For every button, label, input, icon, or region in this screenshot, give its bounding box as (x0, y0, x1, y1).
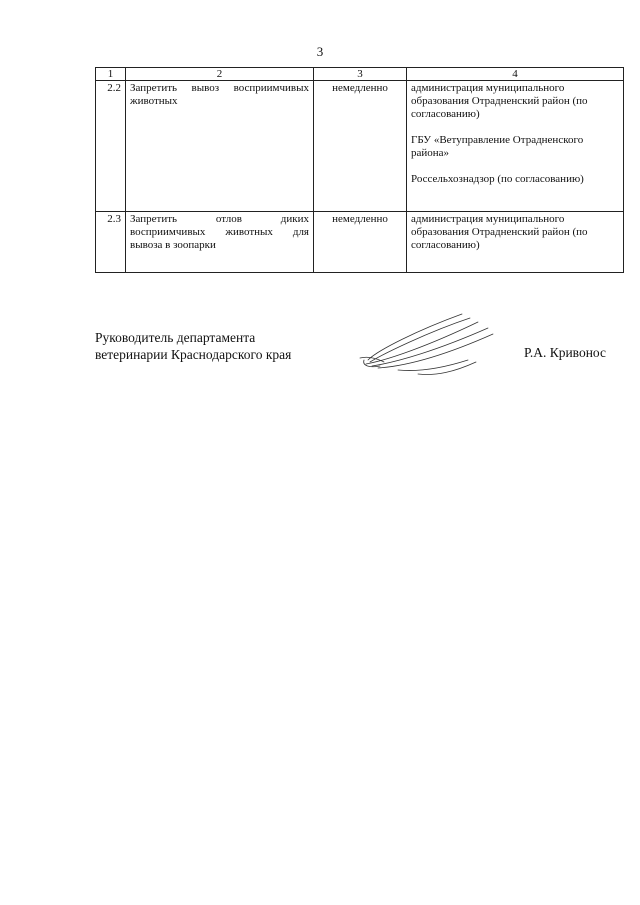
signatory-name: Р.А. Кривонос (524, 345, 607, 360)
row-responsible (407, 212, 624, 273)
header-col-4: 4 (407, 68, 624, 81)
header-col-1: 1 (96, 68, 126, 81)
responsible-org: администрация муниципального образования Отрадненский район (по согласованию) (411, 82, 588, 120)
position-line: Руководитель департамента (95, 330, 256, 345)
header-col-3: 3 (314, 68, 407, 81)
row-measure: Запретить отлов диких восприимчивых животных для вывоза в зоопарки (126, 212, 314, 273)
responsible-org: ГБУ «Ветуправление Отрадненского района» (411, 134, 584, 159)
row-number: 2.3 (96, 212, 126, 273)
responsible-org: Россельхознадзор (по согласованию) (411, 173, 584, 185)
table-row (96, 212, 624, 273)
row-measure: Запретить вывоз восприимчивых животных (126, 81, 314, 212)
row-term: немедленно (314, 81, 407, 212)
header-col-2: 2 (126, 68, 314, 81)
row-number: 2.2 (96, 81, 126, 212)
position-line: ветеринарии Краснодарского края (95, 347, 292, 362)
measures-table (95, 67, 624, 273)
signatory-position (95, 329, 291, 363)
responsible-org: администрация муниципального образования Отрадненский район (по согласованию) (411, 213, 588, 251)
handwritten-signature (358, 310, 498, 380)
page-number: 3 (316, 44, 324, 59)
row-term: немедленно (314, 212, 407, 273)
row-responsible (407, 81, 624, 212)
table-header-row (96, 68, 624, 81)
table-row (96, 81, 624, 212)
